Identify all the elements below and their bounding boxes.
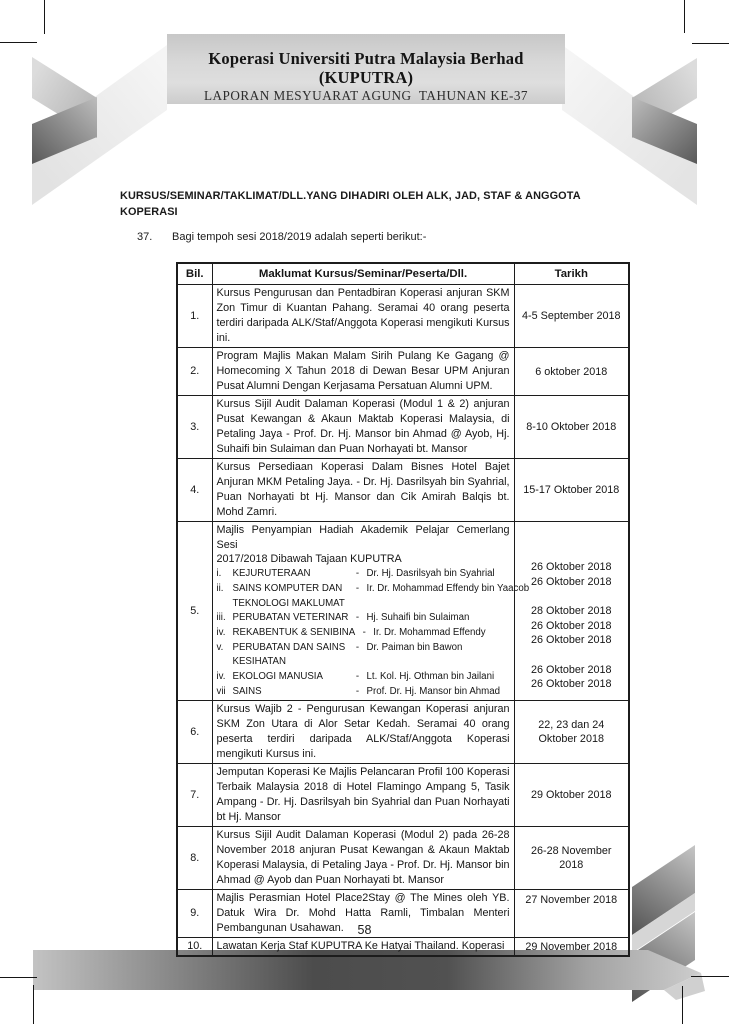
crop-mark-bottom-left-vertical (33, 985, 34, 1024)
tarikh-line: 26 Oktober 2018 (531, 678, 612, 691)
crop-mark-bottom-left-horizontal (0, 977, 37, 978)
award-item-dash (349, 597, 367, 612)
maklumat-cell: Jemputan Koperasi Ke Majlis Pelancaran Profil 100 Koperasi Terbaik Malaysia 2018 di Hotel Flamingo Ampang 5, Tasik Ampang - Dr. Hj. Dasrilsyah bin Syahrial dan Puan Norhayati bt Hj. Mansor (212, 764, 514, 827)
award-item-dash (349, 655, 367, 670)
award-list-item (217, 567, 510, 582)
tarikh-line (519, 589, 625, 604)
award-item-category: SAINS KOMPUTER DAN (232, 582, 343, 594)
column-header-maklumat: Maklumat Kursus/Seminar/Peserta/Dll. (212, 263, 514, 285)
award-list-item (216, 582, 530, 597)
maklumat-cell: Kursus Persediaan Koperasi Dalam Bisnes Hotel Bajet Anjuran MKM Petaling Jaya. - Dr. Hj. Dasrilsyah bin Syahrial, Puan Norhayati bt Hj. Mansor dan Cik Amirah Balqis bt. Mohd Zamri. (212, 459, 514, 522)
award-item-category: SAINS (232, 685, 262, 697)
tarikh-cell: 6 oktober 2018 (514, 348, 629, 396)
award-list-item (217, 685, 510, 700)
tarikh-line: 26 Oktober 2018 (531, 663, 612, 676)
tarikh-line: Oktober 2018 (538, 733, 604, 746)
tarikh-cell (514, 701, 629, 764)
award-list-item (217, 611, 510, 626)
award-item-recipient: Dr. Hj. Dasrilsyah bin Syahrial (366, 568, 495, 580)
bil-cell: 9. (177, 890, 212, 938)
maklumat-cell: Majlis Perasmian Hotel Place2Stay @ The Mines oleh YB. Datuk Wira Dr. Mohd Hatta Ramli, Timbalan Menteri Pembangunan Usahawan. (212, 890, 514, 938)
award-item-dash: - (355, 671, 360, 683)
award-item-recipient: Dr. Paiman bin Bawon (366, 641, 463, 653)
tarikh-spacer (519, 545, 625, 560)
bil-cell: 10. (177, 938, 212, 957)
award-item-numeral: iv. (216, 626, 226, 638)
tarikh-line: 26 Oktober 2018 (531, 619, 612, 632)
column-header-bil: Bil. (177, 263, 212, 285)
tarikh-cell: 26-28 November 2018 (514, 827, 629, 890)
award-item-numeral: ii. (216, 582, 224, 594)
award-item-recipient: Hj. Suhaifi bin Sulaiman (366, 612, 470, 624)
table-row (177, 522, 629, 701)
section-heading: KURSUS/SEMINAR/TAKLIMAT/DLL.YANG DIHADIRI OLEH ALK, JAD, STAF & ANGGOTA KOPERASI (120, 190, 581, 218)
maklumat-cell (212, 522, 530, 701)
table-row (177, 764, 629, 827)
tarikh-line: 26 Oktober 2018 (531, 560, 612, 573)
award-item-numeral: iv. (216, 671, 226, 683)
tarikh-cell: 27 November 2018 (514, 890, 629, 938)
award-item-dash: - (355, 641, 360, 653)
bil-cell: 3. (177, 396, 212, 459)
award-list-item (217, 670, 510, 685)
bil-cell: 6. (177, 701, 212, 764)
table-row (177, 938, 629, 957)
award-item-numeral (217, 597, 233, 612)
award-item-numeral: iii. (216, 612, 226, 624)
table-row (177, 459, 629, 522)
bil-cell: 2. (177, 348, 212, 396)
award-item-recipient: Ir. Dr. Mohammad Effendy bin Yaacob (366, 582, 530, 594)
page-number: 58 (357, 923, 372, 937)
award-list-item (217, 641, 510, 656)
numbered-paragraph (137, 231, 426, 243)
maklumat-cell: Kursus Sijil Audit Dalaman Koperasi (Modul 2) pada 26-28 November 2018 anjuran Pusat Kewangan & Akaun Maktab Koperasi Malaysia, di Petaling Jaya - Prof. Dr. Hj. Mansor bin Ahmad @ Ayob dan Puan Norhayati bt. Mansor (212, 827, 514, 890)
header-banner (167, 34, 565, 104)
crop-mark-bottom-right-horizontal (691, 976, 729, 977)
bil-cell: 5. (177, 522, 212, 701)
award-item-category: KEJURUTERAAN (232, 568, 311, 580)
maklumat-cell: Lawatan Kerja Staf KUPUTRA Ke Hatyai Thailand. Koperasi (212, 938, 514, 957)
bil-cell: 8. (177, 827, 212, 890)
award-item-numeral: i. (216, 568, 222, 580)
award-item-category: TEKNOLOGI MAKLUMAT (232, 597, 345, 609)
award-item-recipient: Lt. Kol. Hj. Othman bin Jailani (366, 671, 495, 683)
award-list-item (217, 655, 510, 670)
award-item-dash: - (355, 582, 360, 594)
tarikh-line: 26 Oktober 2018 (531, 575, 612, 588)
maklumat-cell: Kursus Wajib 2 - Pengurusan Kewangan Koperasi anjuran SKM Zon Utara di Alor Setar Kedah. Seramai 40 orang peserta terdiri daripada ALK/Staf/Anggota Koperasi mengikuti Kursus ini. (212, 701, 514, 764)
table-row (177, 285, 629, 348)
table-header-row (177, 263, 629, 285)
award-item-recipient (367, 597, 510, 612)
award-item-recipient: Prof. Dr. Hj. Mansor bin Ahmad (366, 685, 501, 697)
award-item-category: KESIHATAN (232, 656, 286, 668)
bil-cell: 4. (177, 459, 212, 522)
crop-mark-top-left-horizontal (0, 42, 37, 43)
award-item-dash: - (355, 568, 360, 580)
award-list-item (217, 626, 510, 641)
award-item-category: REKABENTUK & SENIBINA (232, 626, 356, 638)
award-item-numeral: vii (216, 685, 226, 697)
table-row (177, 701, 629, 764)
row5-intro-line1: Majlis Penyampian Hadiah Akademik Pelajar Cemerlang Sesi (216, 524, 510, 551)
award-item-recipient (367, 655, 510, 670)
award-item-recipient: Ir. Dr. Mohammad Effendy (373, 626, 486, 638)
award-item-numeral (217, 655, 233, 670)
paragraph-text: Bagi tempoh sesi 2018/2019 adalah seperti berikut:- (172, 231, 427, 243)
bil-cell: 7. (177, 764, 212, 827)
award-item-numeral: v. (216, 641, 224, 653)
award-item-dash: - (355, 612, 360, 624)
tarikh-spacer (519, 530, 625, 545)
bil-cell: 1. (177, 285, 212, 348)
table-row (177, 827, 629, 890)
crop-mark-top-left-vertical (44, 0, 45, 34)
tarikh-line: 28 Oktober 2018 (531, 604, 612, 617)
report-title: LAPORAN MESYUARAT AGUNG TAHUNAN KE-37 (203, 88, 529, 103)
tarikh-line: 26 Oktober 2018 (531, 634, 612, 647)
award-item-category: PERUBATAN DAN SAINS (232, 641, 346, 653)
award-item-dash: - (355, 685, 360, 697)
maklumat-cell: Kursus Sijil Audit Dalaman Koperasi (Modul 1 & 2) anjuran Pusat Kewangan & Akaun Maktab Koperasi Malaysia, di Petaling Jaya - Prof. Dr. Hj. Mansor bin Ahmad @ Ayob, Hj. Suhaifi bin Sulaiman dan Puan Norhayati bt. Mansor (212, 396, 514, 459)
crop-mark-top-right-vertical (684, 0, 685, 33)
organization-title: Koperasi Universiti Putra Malaysia Berhad (KUPUTRA) (208, 49, 524, 87)
award-item-dash: - (362, 626, 366, 638)
maklumat-cell: Kursus Pengurusan dan Pentadbiran Koperasi anjuran SKM Zon Timur di Kuantan Pahang. Seramai 40 orang peserta terdiri daripada ALK/Staf/Anggota Koperasi mengikuti Kursus ini. (212, 285, 514, 348)
award-item-category: PERUBATAN VETERINAR (232, 612, 349, 624)
tarikh-cell: 8-10 Oktober 2018 (514, 396, 629, 459)
table-row (177, 396, 629, 459)
column-header-tarikh: Tarikh (514, 263, 629, 285)
tarikh-line: 22, 23 dan 24 (538, 719, 605, 732)
maklumat-cell: Program Majlis Makan Malam Sirih Pulang Ke Gagang @ Homecoming X Tahun 2018 di Dewan Besar UPM Anjuran Pusat Alumni Dengan Kerjasama Persatuan Alumni UPM. (212, 348, 514, 396)
tarikh-cell: 29 November 2018 (514, 938, 629, 957)
tarikh-cell: 15-17 Oktober 2018 (514, 459, 629, 522)
paragraph-number: 37. (137, 231, 153, 243)
crop-mark-top-right-horizontal (692, 43, 729, 44)
award-list-item (217, 597, 510, 612)
tarikh-cell (514, 522, 629, 701)
award-item-category: EKOLOGI MANUSIA (232, 671, 323, 683)
row5-intro-line2: 2017/2018 Dibawah Tajaan KUPUTRA (216, 553, 402, 566)
tarikh-cell: 4-5 September 2018 (514, 285, 629, 348)
crop-mark-bottom-right-vertical (682, 986, 683, 1024)
tarikh-cell: 29 Oktober 2018 (514, 764, 629, 827)
tarikh-line (519, 648, 625, 663)
table-row (177, 348, 629, 396)
course-table (176, 262, 630, 957)
